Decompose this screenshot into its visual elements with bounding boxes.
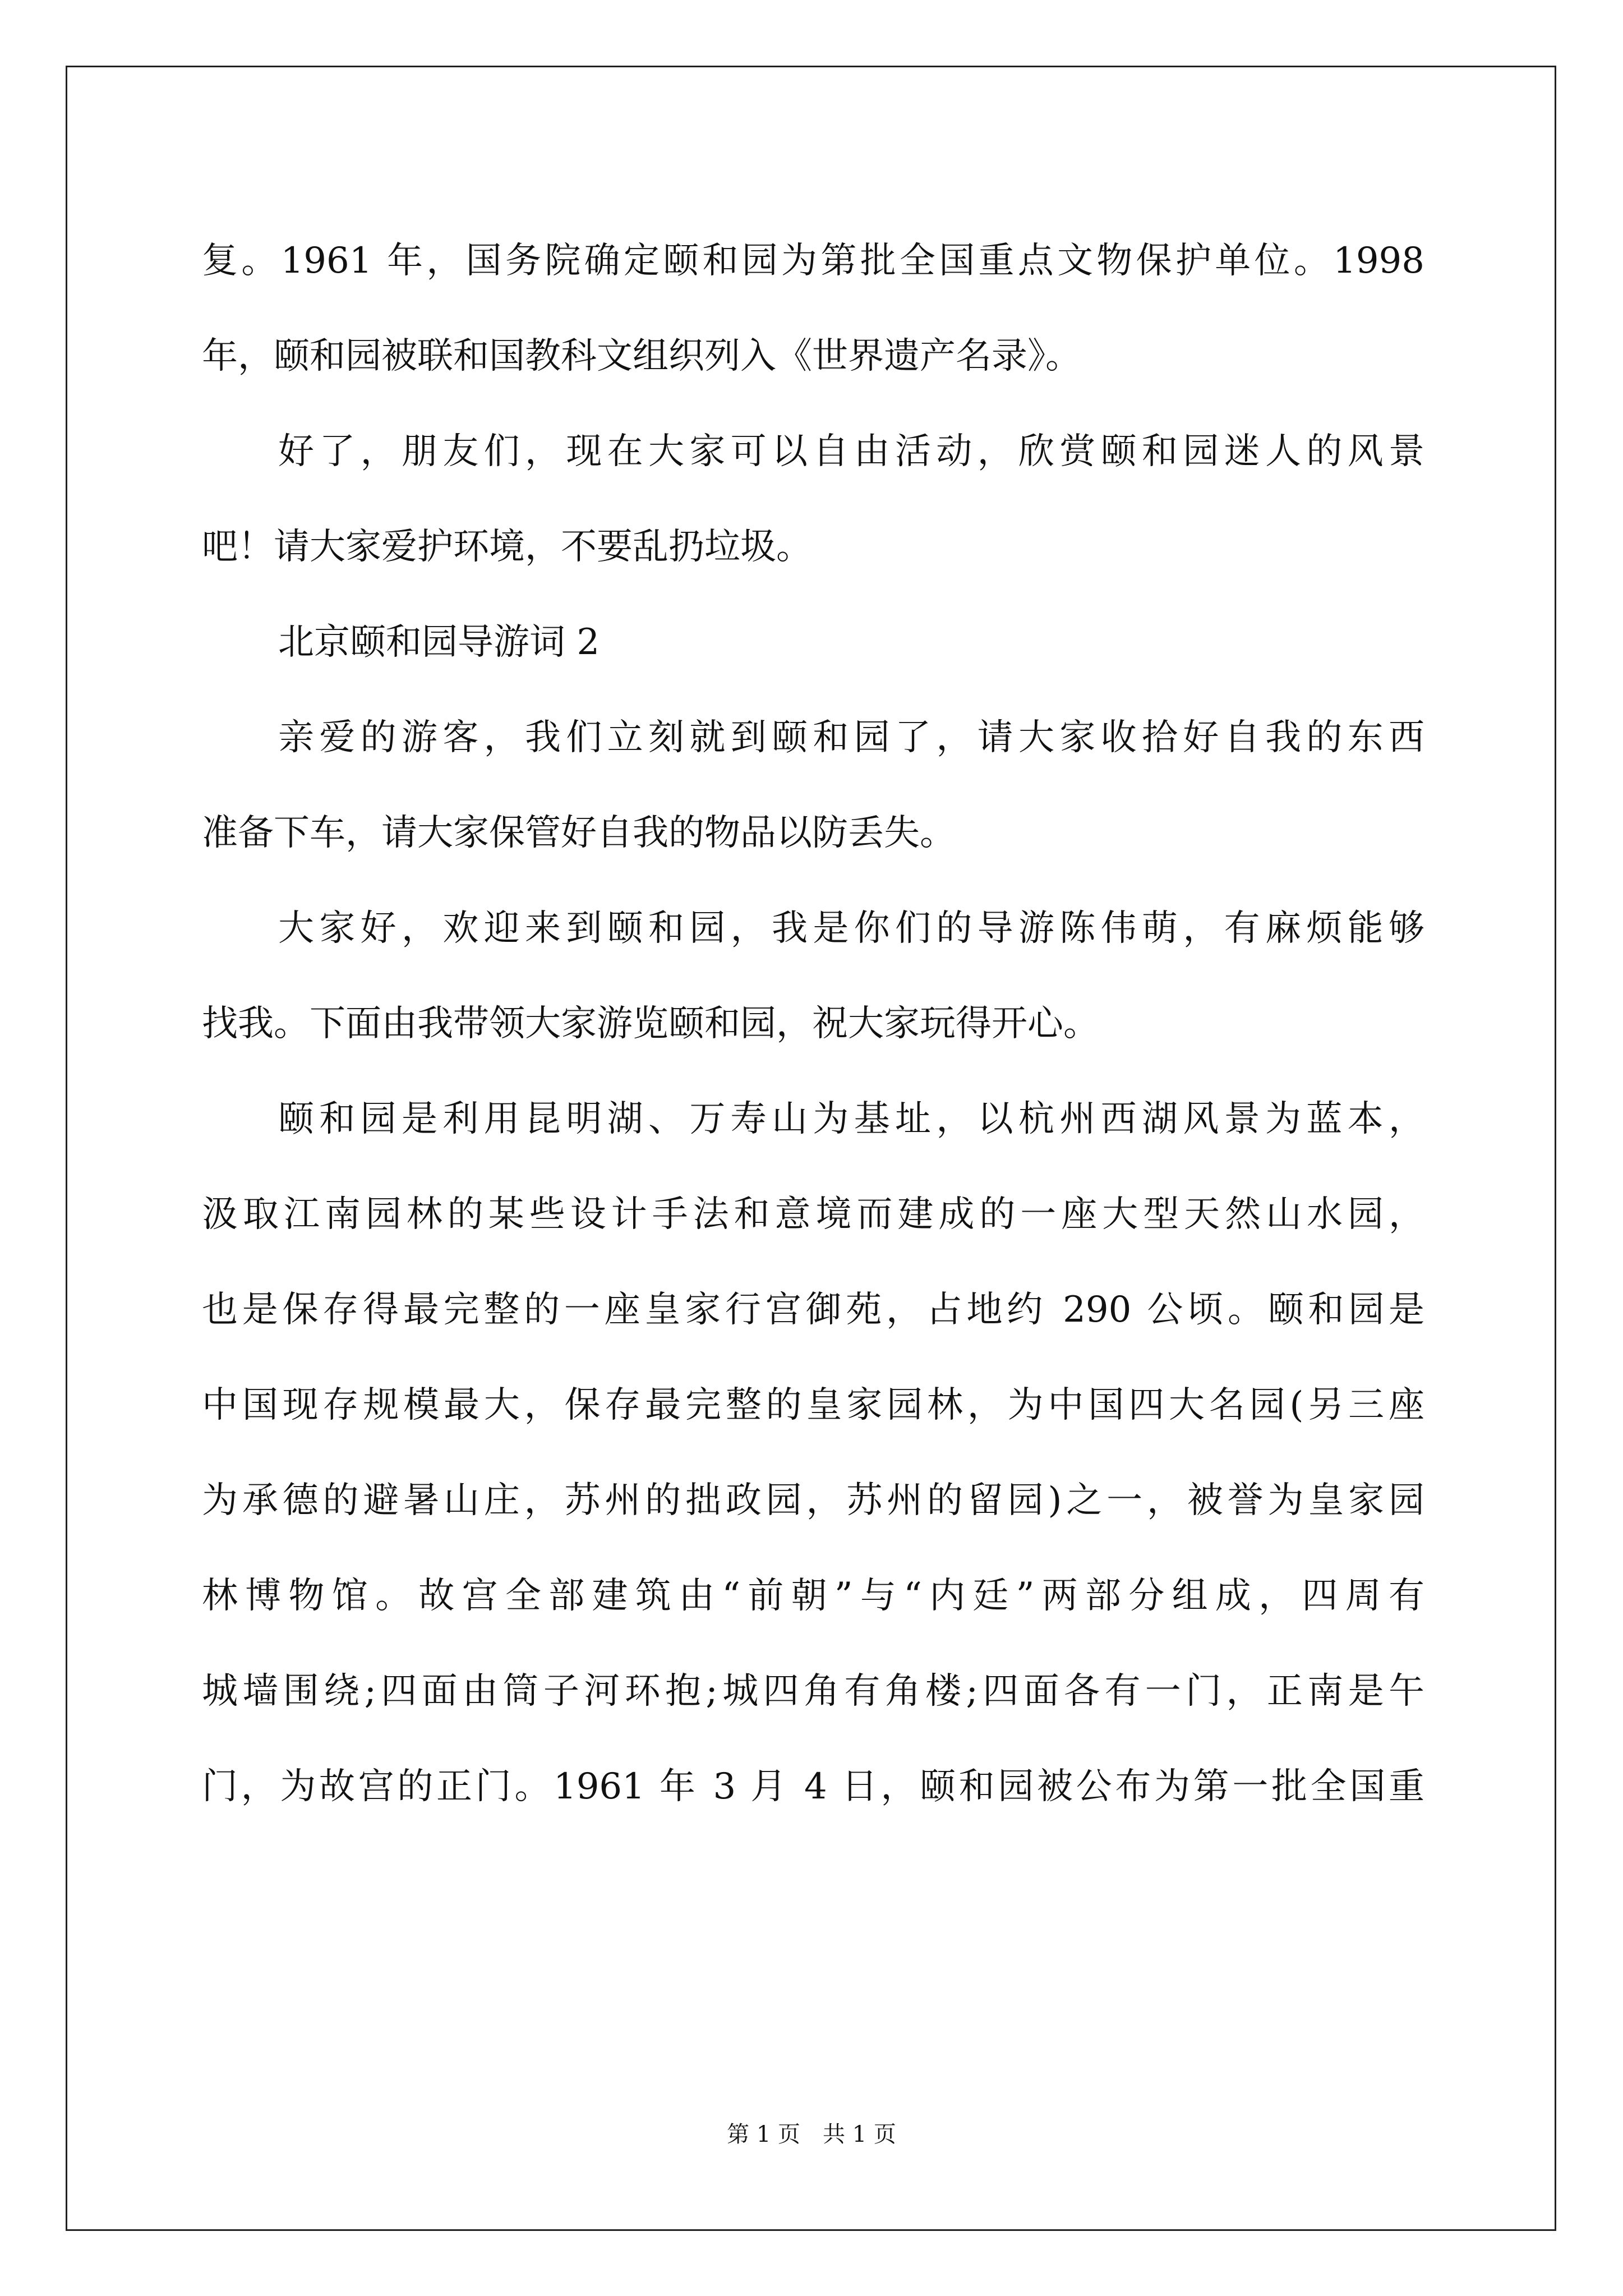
section-heading: 北京颐和园导游词 2 <box>278 622 600 663</box>
text-line-15: 林博物馆。故宫全部建筑由“前朝”与“内廷”两部分组成，四周有 <box>202 1575 1424 1617</box>
text-line-3: 好了，朋友们，现在大家可以自由活动，欣赏颐和园迷人的风景 <box>278 431 1424 472</box>
text-line-17: 门，为故宫的正门。1961 年 3 月 4 日，颐和园被公布为第一批全国重 <box>202 1766 1424 1807</box>
text-line-4: 吧！请大家爱护环境，不要乱扔垃圾。 <box>202 526 812 568</box>
text-line-13: 中国现存规模最大，保存最完整的皇家园林，为中国四大名园(另三座 <box>202 1384 1424 1426</box>
text-line-8: 大家好，欢迎来到颐和园，我是你们的导游陈伟萌，有麻烦能够 <box>278 908 1424 949</box>
text-line-6: 亲爱的游客，我们立刻就到颐和园了，请大家收拾好自我的东西 <box>278 717 1424 758</box>
text-line-11: 汲取江南园林的某些设计手法和意境而建成的一座大型天然山水园， <box>202 1194 1424 1235</box>
text-line-2: 年，颐和园被联和国教科文组织列入《世界遗产名录》。 <box>202 335 1081 377</box>
text-line-1: 复。1961 年，国务院确定颐和园为第批全国重点文物保护单位。1998 <box>202 240 1424 282</box>
text-line-16: 城墙围绕;四面由筒子河环抱;城四角有角楼;四面各有一门，正南是午 <box>202 1671 1424 1712</box>
text-line-9: 找我。下面由我带领大家游览颐和园，祝大家玩得开心。 <box>202 1003 1099 1045</box>
page-footer: 第 1 页 共 1 页 <box>727 2122 896 2147</box>
text-line-10: 颐和园是利用昆明湖、万寿山为基址，以杭州西湖风景为蓝本， <box>278 1098 1424 1140</box>
text-line-12: 也是保存得最完整的一座皇家行宫御苑，占地约 290 公顷。颐和园是 <box>202 1289 1424 1331</box>
document-body <box>202 213 1424 1834</box>
text-line-7: 准备下车，请大家保管好自我的物品以防丢失。 <box>202 812 956 854</box>
text-line-14: 为承德的避暑山庄，苏州的拙政园，苏州的留园)之一，被誉为皇家园 <box>202 1480 1424 1521</box>
